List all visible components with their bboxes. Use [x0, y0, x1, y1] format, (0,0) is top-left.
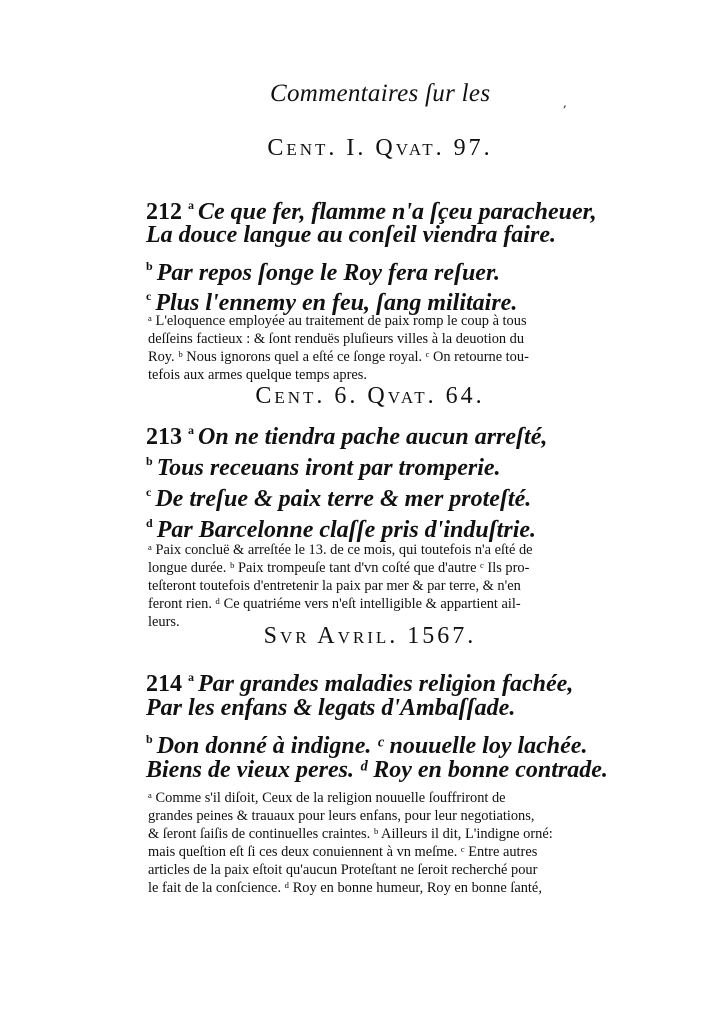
commentary-line: teſteront toutefois d'entretenir la paix par mer & par terre, & n'en	[148, 578, 521, 594]
commentary-line: longue durée. ᵇ Paix trompeuſe tant d'vn coſté que d'autre ᶜ Ils pro-	[148, 560, 530, 576]
commentary-line: feront rien. ᵈ Ce quatriéme vers n'eſt intelligible & appartient ail-	[148, 596, 521, 612]
verse-text: De treſue & paix terre & mer proteſté.	[155, 486, 532, 512]
commentary	[148, 789, 624, 897]
verse-text: Par les enfans & legats d'Ambaſſade.	[146, 695, 516, 721]
commentary-line: le fait de la conſcience. ᵈ Roy en bonne humeur, Roy en bonne ſanté,	[148, 880, 542, 896]
verse-marker: b	[146, 259, 153, 273]
section-heading: Cent. I. Qvat. 97.	[267, 135, 493, 161]
verse-text: Tous receuans iront par tromperie.	[156, 455, 501, 481]
section-heading: Svr Avril. 1567.	[263, 623, 477, 649]
commentary-line: ᵃ Comme s'il diſoit, Ceux de la religion nouuelle ſouffriront de	[148, 790, 506, 806]
section-heading: Cent. 6. Qvat. 64.	[255, 383, 485, 409]
verse-line	[146, 220, 606, 251]
verse-marker: a	[188, 423, 194, 437]
commentary-line: tefois aux armes quelque temps apres.	[148, 367, 367, 383]
verse-marker: c	[146, 289, 152, 303]
commentary	[148, 541, 624, 631]
verse-marker: c	[146, 485, 152, 499]
verse-text: La douce langue au conſeil viendra faire.	[146, 222, 556, 248]
verse-text: Don donné à indigne. ᶜ nouuelle loy lachée.	[156, 733, 588, 759]
quatrain-number: 214	[146, 671, 182, 697]
verse-text: On ne tiendra pache aucun arreſté,	[198, 424, 548, 450]
commentary-line: leurs.	[148, 614, 180, 630]
commentary-line: ᵃ Paix concluë & arreſtée le 13. de ce mois, qui toutefois n'a eſté de	[148, 542, 533, 558]
commentary-line: & ſeront ſaiſis de continuelles craintes. ᵇ Ailleurs il dit, L'indigne orné:	[148, 826, 553, 842]
verse-text: Biens de vieux peres. ᵈ Roy en bonne contrade.	[146, 757, 608, 783]
verse-line	[146, 755, 606, 786]
page-mark: ,	[563, 96, 567, 110]
verse-text: Ce que fer, flamme n'a ſçeu paracheuer,	[198, 199, 597, 225]
commentary-line: articles de la paix eſtoit qu'aucun Proteſtant ne ſeroit recherché pour	[148, 862, 538, 878]
verse-text: Par repos ſonge le Roy fera reſuer.	[156, 260, 500, 286]
verse-marker: d	[146, 516, 153, 530]
commentary-line: deſſeins factieux : & ſont renduës pluſieurs villes à la deuotion du	[148, 331, 525, 347]
commentary-line: ᵃ L'eloquence employée au traitement de paix romp le coup à tous	[148, 313, 527, 329]
verse-text: Plus l'ennemy en feu, ſang militaire.	[155, 290, 518, 316]
verse-text: Par grandes maladies religion fachée,	[198, 671, 574, 697]
quatrain-number: 213	[146, 424, 182, 450]
verse-marker: a	[188, 670, 194, 684]
commentary-line: mais queſtion eſt ſi ces deux conuiennent à vn meſme. ᶜ Entre autres	[148, 844, 538, 860]
verse-marker: a	[188, 198, 194, 212]
running-head: Commentaires ſur les	[270, 80, 491, 107]
commentary-line: grandes peines & trauaux pour leurs enfans, pour leur negotiations,	[148, 808, 535, 824]
verse-text: Par Barcelonne claſſe pris d'induſtrie.	[156, 517, 537, 543]
commentary-line: Roy. ᵇ Nous ignorons quel a eſté ce ſonge royal. ᶜ On retourne tou-	[148, 349, 529, 365]
verse-marker: b	[146, 732, 153, 746]
verse-line	[146, 693, 606, 724]
commentary	[148, 312, 624, 384]
quatrain-number: 212	[146, 199, 182, 225]
verse-marker: b	[146, 454, 153, 468]
